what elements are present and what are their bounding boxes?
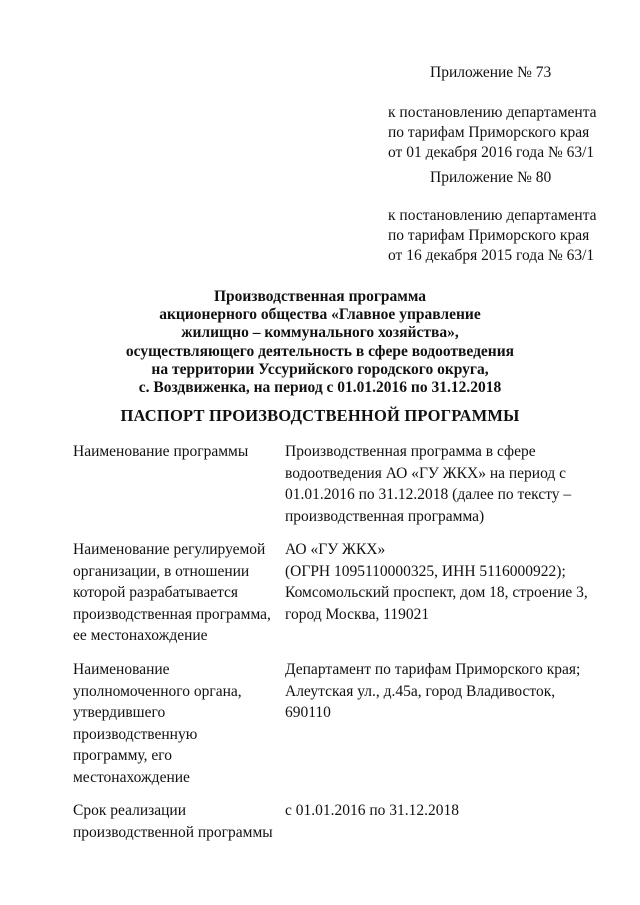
passport-row-label (73, 539, 278, 647)
passport-row-value (285, 539, 605, 625)
annex-1-title-text: Приложение № 73 (430, 64, 552, 81)
value-line: город Москва, 119021 (285, 605, 430, 623)
program-title-line: жилищно – коммунального хозяйства», (181, 324, 459, 342)
passport-row-label (73, 441, 278, 463)
value-line: Комсомольский проспект, дом 18, строение 3, (285, 584, 588, 601)
program-title-line: на территории Уссурийского городского округа, (151, 360, 489, 378)
annex-1-ref-line: от 01 декабря 2016 года № 63/1 (388, 144, 595, 161)
annex-1-reference (388, 103, 597, 163)
passport-row-label (73, 659, 278, 788)
passport-row-value (285, 659, 605, 724)
passport-row-value (285, 800, 605, 822)
label-line: организации, в отношении (73, 562, 250, 580)
value-line: водоотведения АО «ГУ ЖКХ» на период с (285, 464, 567, 482)
label-line: местонахождение (73, 768, 190, 786)
value-line: АО «ГУ ЖКХ» (285, 541, 386, 558)
value-line: производственная программа) (285, 507, 485, 525)
label-line: Наименование (73, 661, 170, 678)
value-line: с 01.01.2016 по 31.12.2018 (285, 802, 460, 819)
program-title-line: осуществляющего деятельность в сфере водоотведения (125, 342, 515, 360)
label-line: уполномоченного органа, (73, 682, 242, 700)
annex-2-reference (388, 206, 597, 266)
label-line: производственную (73, 725, 198, 743)
value-line: (ОГРН 1095110000325, ИНН 5116000922); (285, 562, 566, 580)
program-title-line: с. Воздвиженка, на период с 01.01.2016 по 31.12.2018 (138, 379, 502, 397)
annex-2-title (388, 168, 588, 188)
label-line: ее местонахождение (73, 627, 208, 644)
passport-heading: ПАСПОРТ ПРОИЗВОДСТВЕННОЙ ПРОГРАММЫ (120, 406, 520, 425)
value-line: Департамент по тарифам Приморского края; (285, 661, 581, 678)
label-line: производственная программа, (73, 605, 271, 623)
annex-2-ref-line: от 16 декабря 2015 года № 63/1 (388, 247, 595, 264)
label-line: Наименование регулируемой (73, 541, 266, 558)
label-line: которой разрабатывается (73, 584, 239, 601)
label-line: Наименование программы (73, 443, 249, 460)
program-title-line: Производственная программа (213, 288, 427, 305)
value-line: Производственная программа в сфере (285, 443, 536, 460)
label-line: производственной программы (73, 823, 273, 841)
value-line: Алеутская ул., д.45а, город Владивосток, (285, 682, 556, 700)
annex-2-ref-line: к постановлению департамента (388, 207, 597, 224)
annex-1-ref-line: к постановлению департамента (388, 104, 597, 121)
program-title (0, 288, 640, 397)
annex-2-ref-line: по тарифам Приморского края (388, 227, 590, 244)
passport-row-value (285, 441, 605, 527)
annex-1-ref-line: по тарифам Приморского края (388, 124, 590, 141)
label-line: программу, его (73, 747, 172, 764)
annex-2-title-text: Приложение № 80 (430, 169, 552, 186)
passport-row-label (73, 800, 278, 843)
value-line: 690110 (285, 704, 331, 721)
value-line: 01.01.2016 по 31.12.2018 (далее по тексту – (285, 486, 572, 503)
annex-1-title (388, 63, 588, 83)
label-line: утвердившего (73, 704, 166, 721)
label-line: Срок реализации (73, 802, 186, 819)
program-title-line: акционерного общества «Главное управление (159, 306, 481, 324)
